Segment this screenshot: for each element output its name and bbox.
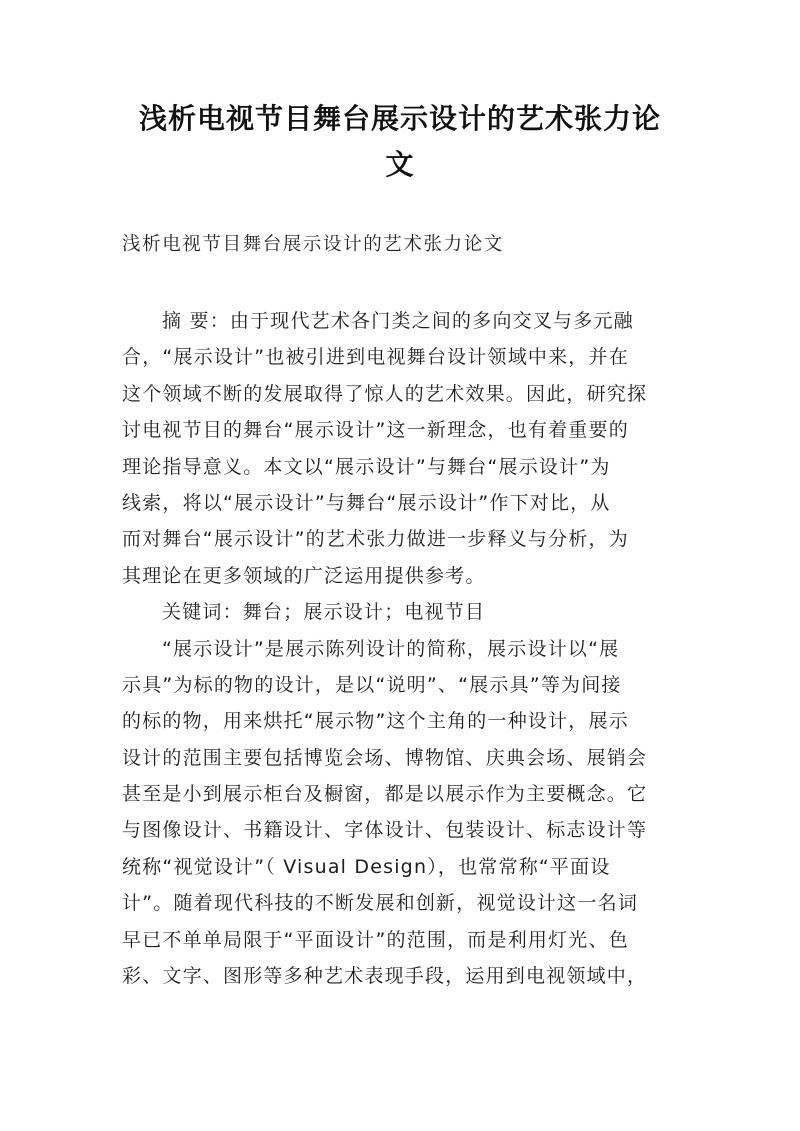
body-line: 的标的物，用来烘托“展示物”这个主角的一种设计，展示 — [122, 710, 629, 733]
body-line: 讨电视节目的舞台“展示设计”这一新理念，也有着重要的 — [122, 419, 629, 442]
body-line: 彩、文字、图形等多种艺术表现手段，运用到电视领域中， — [122, 965, 648, 988]
body-line: 与图像设计、书籍设计、字体设计、包装设计、标志设计等 — [122, 819, 648, 842]
body-line: 而对舞台“展示设计”的艺术张力做进一步释义与分析，为 — [122, 528, 629, 551]
body-line: 设计的范围主要包括博览会场、博物馆、庆典会场、展销会 — [122, 746, 648, 769]
title-line-1: 浅析电视节目舞台展示设计的艺术张力论 — [138, 102, 661, 135]
body-line: 线索，将以“展示设计”与舞台“展示设计”作下对比，从 — [122, 491, 611, 514]
body-line: 示具”为标的物的设计，是以“说明”、“展示具”等为间接 — [122, 673, 622, 696]
body-line: “展示设计”是展示陈列设计的简称，展示设计以“展 — [162, 637, 620, 660]
body-line: 统称“视觉设计”（ Visual Design），也常常称“平面设 — [122, 855, 611, 878]
document-title — [100, 96, 700, 188]
body-line: 计”。随着现代科技的不断发展和创新，视觉设计这一名词 — [122, 892, 639, 915]
title-line-2: 文 — [385, 148, 415, 181]
body-line: 合，“展示设计”也被引进到电视舞台设计领域中来，并在 — [122, 346, 629, 369]
document-subtitle: 浅析电视节目舞台展示设计的艺术张力论文 — [122, 234, 504, 255]
keywords-line: 关键词：舞台；展示设计；电视节目 — [162, 601, 486, 624]
body-line: 甚至是小到展示柜台及橱窗，都是以展示作为主要概念。它 — [122, 783, 648, 806]
body-line: 这个领域不断的发展取得了惊人的艺术效果。因此，研究探 — [122, 382, 648, 405]
document-body — [122, 303, 690, 994]
body-line: 理论指导意义。本文以“展示设计”与舞台“展示设计”为 — [122, 455, 611, 478]
body-line: 摘 要：由于现代艺术各门类之间的多向交叉与多元融 — [162, 310, 634, 332]
body-line: 早已不单单局限于“平面设计”的范围，而是利用灯光、色 — [122, 928, 629, 951]
body-line: 其理论在更多领域的广泛运用提供参考。 — [122, 564, 486, 587]
